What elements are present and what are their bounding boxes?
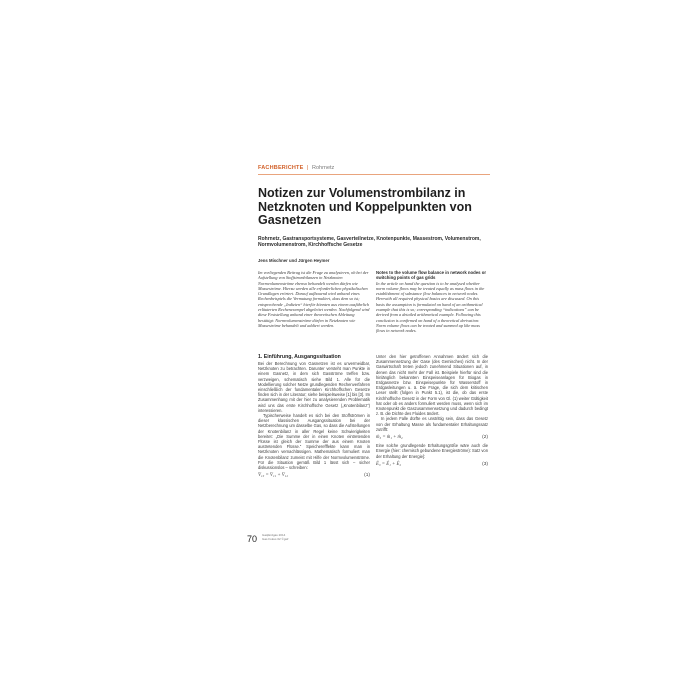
paragraph: In jedem Falle dürfte es unstrittig sein, dass das Gesetz von der Erhaltung Masse als fundamentaler Erhaltungssatz zutrifft: [376, 416, 488, 432]
section-rule [258, 174, 490, 175]
equation-3 [376, 462, 488, 467]
section-label: FACHBERICHTE [258, 165, 304, 171]
page-number: 70 [247, 534, 258, 544]
abstract-english [376, 270, 488, 334]
journal-line: Gas Fokus 02 ©gwf [262, 536, 289, 541]
section-heading: 1. Einführung, Ausgangssituation [258, 354, 341, 360]
equation-1 [258, 473, 370, 478]
equation-expression: V̇₁₃ = V̇₁₁ + V̇₁₂ [258, 473, 289, 479]
section-separator: | [307, 165, 309, 171]
journal-info [262, 534, 288, 541]
abstract-german: Im vorliegenden Beitrag ist die Frage zu analysieren, ob bei der Aufstellung von Stoffstrombilanzen in Netzknoten Normvolumenströme ebenso behandelt werden dürfen wie Masseströme. Hierzu werden alle erforderlichen physikalischen Grundlagen erörtert. Darauf aufbauend wird anhand eines Rechenbeispiels die Vermutung formuliert, dass dem so ist; entsprechende „Indizien“ hierfür könnten aus einem ausführlich erläuterten Rechenexempel abgeleitet werden. Nachfolgend wird diese Feststellung anhand einer theoretischen Ableitung bestätigt: Normvolumenströme dürfen in Netzknoten wie Masseströme behandelt und addiert werden. [258, 270, 370, 328]
article-page [210, 160, 490, 545]
equation-number: (1) [364, 473, 370, 479]
authors: Jens Mischner und Jürgen Heymer [258, 258, 330, 263]
abstract-english-title: Notes to the volume flow balance in network nodes or switching points of gas grids [376, 270, 487, 281]
equation-expression: ṁ₃ = ṁ₁ + ṁ₂ [376, 435, 403, 441]
body-column-left [258, 354, 370, 481]
equation-2 [376, 435, 488, 440]
equation-number: (2) [482, 435, 488, 441]
section-header [258, 165, 334, 171]
equation-expression: Ė₃ = Ė₁ + Ė₂ [376, 461, 402, 467]
article-title: Notizen zur Volumenstrombilanz in Netzknoten und Koppelpunkten von Gasnetzen [258, 186, 472, 227]
paragraph: Eine solche grundlegende Erhaltungsgröße wäre auch die Energie (hier: chemisch gebundene Energieströme): Satz von der Erhaltung der Energie]: [376, 443, 488, 459]
paragraph: Bei der Berechnung von Gasnetzen ist es unvermeidbar, Netzknoten zu betrachten. Darunter versteht man Punkte in einem Gasnetz, in dem sich Gasströme treffen bzw. verzweigen, schematisch siehe Bild 1. Alle für die Modellierung solcher Netze grundlegenden Rechenverfahren einschließlich der fundamentalen Kirchhoffschen Gesetze finden sich in der Literatur; siehe beispielsweise [1] bis [3]. Im Zusammenhang mit der hier zu analysierenden Problematik wird uns das erste Kirchhoffsche Gesetz („Knotenbilanz“) interessieren. [258, 361, 370, 413]
body-column-right [376, 354, 488, 470]
journal-line: Gas|Erdgas 2014 [262, 533, 286, 537]
abstract-english-text: In the article on hand the question is to be analysed whether norm volume flows may be treated equally as mass flows in the establishment of substance flow balances in network nodes. Herewith all required physical basics are discussed. On this basis the assumption is formulated on hand of an arithmetical example that this is so; corresponding “indications” can be derived from a detailed arithmetical example. Following this conclusion is confirmed on hand of a theoretical derivation: Norm volume flows can be treated and summed up like mass flows in network nodes. [376, 280, 485, 334]
paragraph: Typischerweise handelt es sich bei den Stoffströmen in dieser klassischen Ausgangssituation bei der Netzberechnung um dasselbe Gas, so dass die Aufstellungen der Knotenbilanz in aller Regel keine Schwierigkeiten bereitet: „Die Summe der in einen Knoten eintretenden Flüsse ist gleich der Summe der aus einem Knoten austretenden Flüsse.“ Speicherefffekte kann man in Netzknoten vernachlässigen. Mathematisch formuliert man die Knotenbilanz zumeist mit Hilfe der Normvolumenströme. Für die Situation gemäß Bild 1 lässt sich – sicher diskussionslos – schreiben: [258, 413, 370, 471]
keywords: Rohrnetz, Gastransportsysteme, Gasverteilnetze, Knotenpunkte, Massestrom, Volumenstrom, Normvolumenstrom, Kirchhoffsche Gesetze [258, 236, 481, 249]
section-sublabel: Rohrnetz [311, 165, 335, 171]
equation-number: (3) [482, 461, 488, 467]
paragraph: Unter den hier getroffenen Annahmen ändert sich die Zusammensetzung der Gase (des Gemisches) nicht. In der Gaswirtschaft treten jedoch zunehmend Situationen auf, in denen das nicht mehr der Fall ist. Beispiele hierfür sind die hinlänglich bekannten Einspeiseanlagen für Biogas in Erdgasnetze bzw. Einspeisepunkte für Wasserstoff in Erdgasleitungen u. ä. Die Frage, die sich dem kritischen Leser stellt (folgen in Punkt 5.1), ist die, ob das erste Kirchhoffsche Gesetz in der Form von Gl. (1) weiter Gültigkeit hat oder ob es anders formuliert werden muss, wenn sich im Knotenpunkt die Gaszusammensetzung und dadurch bedingt z. B. die Dichte des Fluides ändert. [376, 354, 488, 417]
